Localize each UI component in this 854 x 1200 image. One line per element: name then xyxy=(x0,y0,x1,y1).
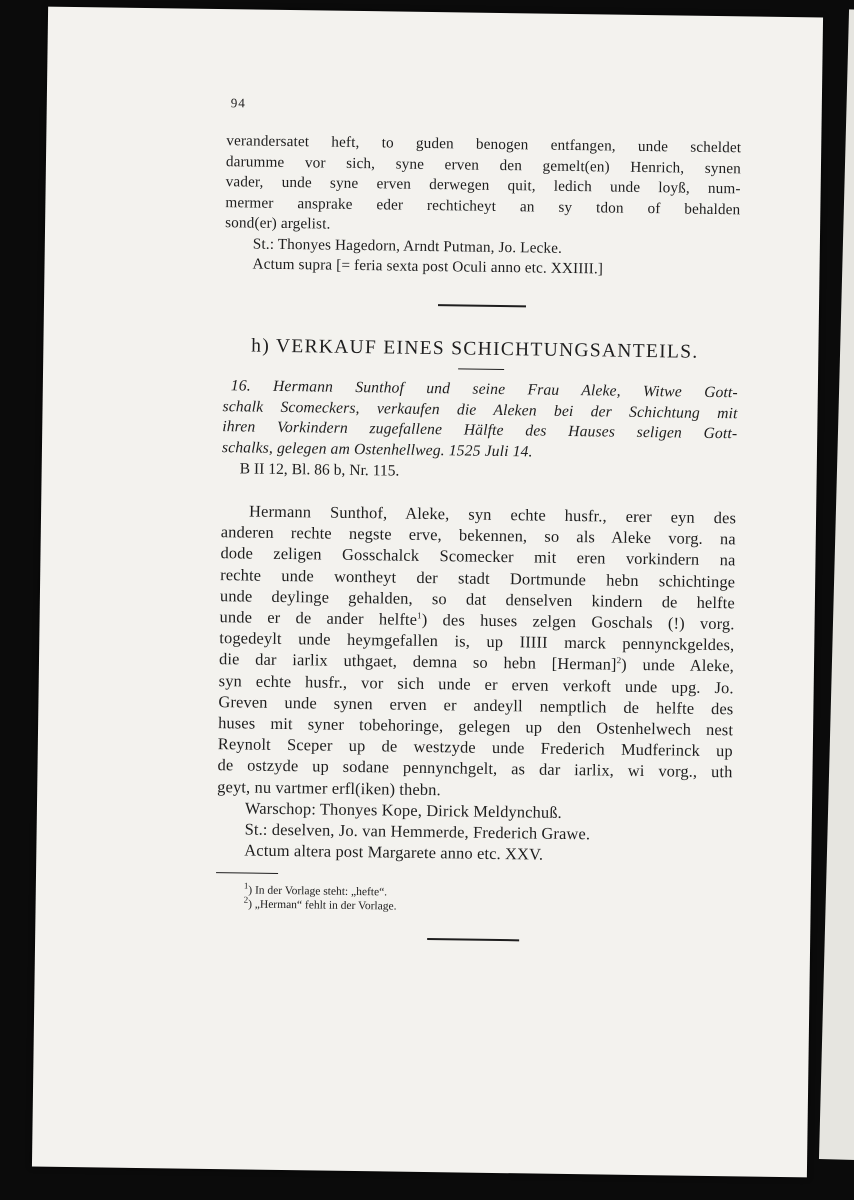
body-line: Greven unde synen erven er andeyll nemptlich de helfte des xyxy=(218,691,734,719)
page-number: 94 xyxy=(230,95,246,111)
page-content xyxy=(215,95,742,945)
body-line: togedeylt unde heymgefallen is, up IIIII marck pennynckgeldes, xyxy=(219,628,735,655)
footnote-text: ) „Herman“ fehlt in der Vorlage. xyxy=(248,898,397,914)
text-line: darumme vor sich, syne erven den gemelt(en) Henrich, synen xyxy=(225,152,742,177)
document-body xyxy=(216,500,736,868)
adjacent-page-edge xyxy=(819,9,854,1160)
footnote-text: ) In der Vorlage steht: „hefte“. xyxy=(248,884,388,899)
summary-line: ihren Vorkindern zugefallene Hälfte des Hauses seligen Gott- xyxy=(222,418,738,443)
summary-line: schalks, gelegen am Ostenhellweg. 1525 Juli 14. xyxy=(221,438,533,460)
body-line: unde deylinge gehalden, so dat denselven kindern de helfte xyxy=(219,585,736,613)
summary-line: 16. Hermann Sunthof und seine Frau Aleke, Witwe Gott- xyxy=(230,377,738,402)
footnote-ref: 2 xyxy=(616,655,622,666)
body-line: anderen rechte negste erve, bekennen, so als Aleke vorg. na xyxy=(220,522,736,549)
text-line: vader, unde syne erven derwegen quit, ledich unde loyß, num- xyxy=(225,173,741,198)
footnote-number: 2 xyxy=(243,895,249,906)
body-line: geyt, nu vartmer erfl(iken) thebn. xyxy=(217,776,441,799)
footnotes xyxy=(216,881,731,919)
section-heading: h) VERKAUF EINES SCHICHTUNGSANTEILS. xyxy=(251,335,699,363)
body-line: syn echte husfr., vor sich unde er erven verkoft unde upg. Jo. xyxy=(218,670,734,697)
witnesses-line: St.: deselven, Jo. van Hemmerde, Frederich Grawe. xyxy=(244,819,591,844)
warschop-line: Warschop: Thonyes Kope, Dirick Meldynchuß. xyxy=(244,798,563,822)
book-page xyxy=(32,7,823,1178)
continuation-text xyxy=(224,131,741,282)
footnote-separator xyxy=(216,873,278,875)
body-line-part: ) des huses zelgen Goschals (!) vorg. xyxy=(421,609,735,634)
body-line: Hermann Sunthof, Aleke, syn echte husfr., erer eyn des xyxy=(248,501,737,528)
body-line: dode zeligen Gosschalck Scomecker mit eren vorkindern na xyxy=(220,543,736,570)
body-line: huses mit syner tobehoringe, gelegen up den Ostenhelwech nest xyxy=(218,713,734,740)
text-line: sond(er) argelist. xyxy=(225,214,331,233)
body-line: de ostzyde up sodane pennynchgelt, as dar iarlix, wi vorg., uth xyxy=(217,755,733,782)
heading-underline xyxy=(458,368,504,370)
text-line: mermer ansprake eder rechticheyt an sy tdon of behalden xyxy=(225,193,741,218)
body-line: rechte unde wontheyt der stadt Dortmunde hebn schichtinge xyxy=(220,564,736,591)
end-divider xyxy=(427,938,519,941)
date-line: Actum supra [= feria sexta post Oculi anno etc. XXIIII.] xyxy=(252,255,604,278)
body-line: Reynolt Sceper up de westzyde unde Frederich Mudferinck up xyxy=(217,734,733,761)
source-reference: B II 12, Bl. 86 b, Nr. 115. xyxy=(239,460,400,480)
section-divider xyxy=(437,304,525,307)
summary-line: schalk Scomeckers, verkaufen die Aleken bei der Schichtung mit xyxy=(222,397,738,422)
body-line-part: die dar iarlix uthgaet, demna so hebn [Herman] xyxy=(218,649,617,675)
footnote-ref: 1 xyxy=(417,610,422,621)
text-line: verandersatet heft, to guden benogen entfangen, unde scheldet xyxy=(226,132,742,157)
body-line-part: ) unde Aleke, xyxy=(621,655,735,676)
witnesses-line: St.: Thonyes Hagedorn, Arndt Putman, Jo. Lecke. xyxy=(252,235,563,257)
body-line-part: unde er de ander helfte xyxy=(219,607,418,629)
date-line: Actum altera post Margarete anno etc. XXV. xyxy=(244,840,544,864)
document-summary xyxy=(222,376,738,465)
footnote-number: 1 xyxy=(243,881,249,892)
